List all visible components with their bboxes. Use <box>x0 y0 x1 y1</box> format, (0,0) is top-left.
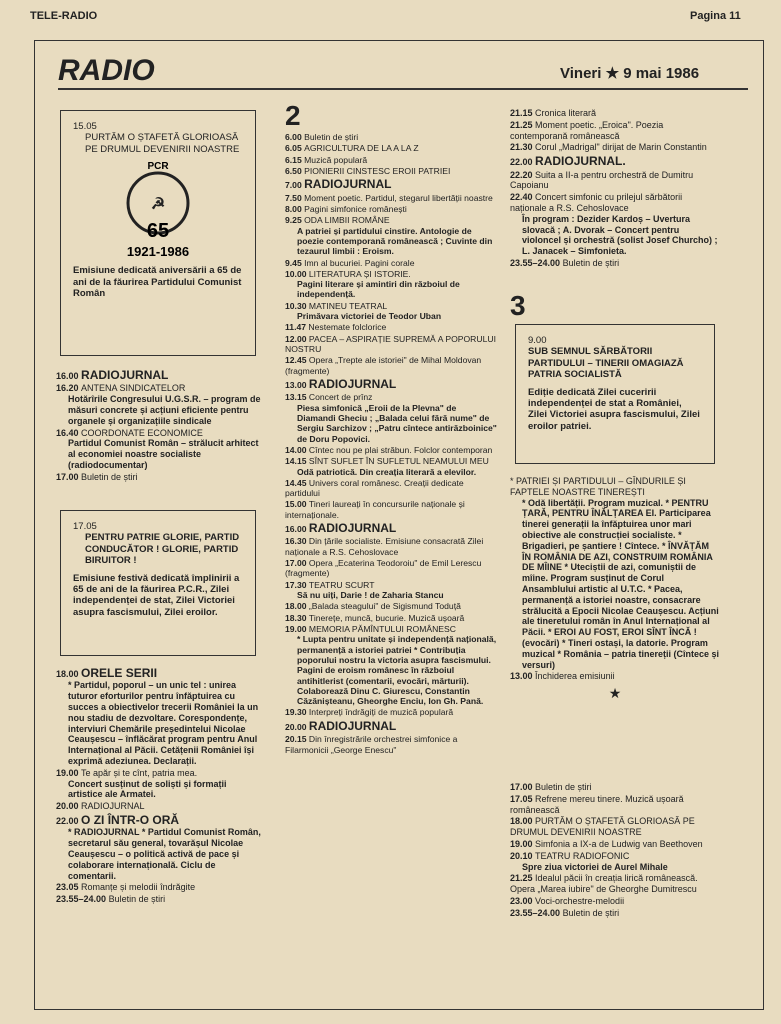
box2-title: PENTRU PATRIE GLORIE, PARTID CONDUCĂTOR ! GLORIE, PARTID BIRUITOR ! <box>85 532 240 567</box>
program-entry <box>285 445 497 455</box>
entry-name: Imn al bucuriei. Pagini corale <box>304 257 415 268</box>
entry-time: 13.00 <box>285 379 309 390</box>
program-entry <box>285 166 497 176</box>
entry-time: 21.30 <box>510 142 536 153</box>
program2-label: 2 <box>285 100 301 131</box>
entry-desc: Să nu uiți, Darie ! de Zaharia Stancu <box>297 590 444 601</box>
entry-name: Din înregistrările orchestrei simfonice a Filarmonicii „George Enescu" <box>285 734 458 755</box>
entry-desc: * Partidul, poporul – un unic tel : unirea tuturor eforturilor pentru înfăptuirea cu succes a obiectivelor trecerii României la un nou stadiu de dezvoltare. Corespondențe, interviuri Chemările președintelui Nicolae Ceaușescu – înflăcărat program pentru Anul Internațional al Păcii. Cetățenii României își exprimă adeziunea. Declarații. <box>68 680 259 766</box>
program-entry <box>285 334 497 355</box>
entry-name: Interpreți îndrăgiți de muzică populară <box>308 707 454 718</box>
program-entry <box>285 601 497 611</box>
program-entry <box>285 392 497 444</box>
entry-name: „Balada steagului" de Sigismund Toduță <box>308 601 461 612</box>
page-number: Pagina 11 <box>690 10 741 22</box>
entry-time: 17.05 <box>510 793 536 804</box>
entry-time: 16.00 <box>56 371 82 381</box>
program-entry <box>510 896 720 907</box>
youth-box <box>515 324 715 464</box>
program-entry <box>285 143 497 153</box>
emblem-number: 65 <box>146 220 170 243</box>
entry-time: 16.00 <box>285 524 309 535</box>
entry-name: Idealul păcii în creația lirică românească. Opera „Marea iubire" de Gheorghe Dumitrescu <box>510 873 698 895</box>
entry-desc: * RADIOJURNAL * Partidul Comunist Român, secretarul său general, tovarășul Nicolae Ceaușescu – o politică activă de pace și colaborare internațională. Ciclu de comentarii. <box>68 827 261 881</box>
entry-name: RADIOJURNAL <box>81 368 169 382</box>
program-entry <box>510 120 720 142</box>
box2-time: 17.05 <box>73 521 97 532</box>
program-entry <box>285 301 497 322</box>
entry-name: TEATRU RADIOFONIC <box>535 850 630 861</box>
entry-name: RADIOJURNAL <box>81 801 145 812</box>
entry-name: RADIOJURNAL <box>308 718 397 733</box>
entry-time: 17.30 <box>285 579 309 590</box>
entry-name: Buletin de știri <box>81 471 138 482</box>
entry-name: Simfonia a IX-a de Ludwig van Beethoven <box>535 838 703 849</box>
col1-list <box>56 368 262 484</box>
program-entry <box>56 894 262 905</box>
box-desc: Emisiune dedicată aniversării a 65 de ani de la făurirea Partidului Comunist Român <box>73 265 242 299</box>
emblem-years: 1921-1986 <box>126 244 190 260</box>
pcr-emblem-icon <box>103 159 213 259</box>
program-entry <box>510 908 720 919</box>
entry-name: Muzică populară <box>304 154 368 165</box>
entry-time: 19.00 <box>285 623 309 634</box>
entry-time: 11.47 <box>285 322 309 333</box>
entry-desc: * Odă libertății. Program muzical. * PENTRU ȚARĂ, PENTRU ÎNĂLȚAREA EI. Participarea tinerei generații la înfăptuirea unor mari obiective ale construcției socialiste. * Brigadieri, pe șantiere ! Cîntece. * ÎNVĂȚĂM ÎN ROMÂNIA DE AZI, CONSTRUIM ROMÂNIA DE MÎINE * Uteciștii de azi, comuniștii de mîine. Program susținut de Corul Ansamblului artistic al U.T.C. * Pacea, permanență a istoriei noastre, consacrare strălucită a Epocii Nicolae Ceaușescu. Acțiuni ale tineretului român în Anul Internațional al Păcii. * EROI AU FOST, EROI SÎNT ÎNCĂ ! (evocări) * Tineri ostași, la datorie. Program muzical * România – patria tinereții (Cîntece și versuri) <box>522 497 720 670</box>
entry-time: 22.20 <box>510 169 536 180</box>
entry-time: 15.00 <box>285 499 309 510</box>
title-rule <box>58 88 748 90</box>
entry-name: O ZI ÎNTR-O ORĂ <box>81 812 180 827</box>
entry-time: 17.00 <box>285 558 309 569</box>
entry-time: 18.30 <box>285 612 309 623</box>
entry-name: Închiderea emisiunii <box>535 671 615 682</box>
program-entry <box>510 671 720 682</box>
program-entry <box>285 734 497 755</box>
entry-name: TEATRU SCURT <box>308 579 375 590</box>
entry-time: 23.05 <box>56 882 82 893</box>
program-entry <box>56 666 262 767</box>
entry-name: RADIOJURNAL <box>308 521 397 536</box>
entry-time: 9.25 <box>285 215 305 226</box>
entry-name: Buletin de știri <box>562 907 620 918</box>
entry-name: Voci-orchestre-melodii <box>535 895 625 906</box>
entry-name: RADIOJURNAL. <box>535 154 626 169</box>
entry-time: 8.00 <box>285 203 305 214</box>
entry-name: Refrene mereu tinere. Muzică ușoară românească <box>510 793 684 815</box>
entry-time: 18.00 <box>285 601 309 612</box>
entry-time: 21.25 <box>510 119 536 130</box>
entry-desc: Partidul Comunist Român – strălucit arhitect al economiei noastre socialiste (radiodocumentar) <box>68 438 259 470</box>
program-entry <box>510 258 720 269</box>
entry-name: Pagini simfonice românești <box>304 203 407 214</box>
date-line: Vineri ★ 9 mai 1986 <box>560 65 700 82</box>
program-entry <box>56 813 262 881</box>
entry-time: 23.55–24.00 <box>510 257 563 268</box>
entry-name: Te apăr și te cînt, patria mea. <box>81 767 198 778</box>
entry-desc: Odă patriotică. Din creația literară a elevilor. <box>297 466 477 477</box>
program-entry <box>285 322 497 332</box>
program-entry <box>285 355 497 376</box>
entry-time: 22.00 <box>510 157 536 168</box>
box2-desc: Emisiune festivă dedicată împlinirii a 65 de ani de la făurirea P.C.R., Zilei independenței de stat, Zilei Victoriei asupra fascismului, Zilei eroilor. <box>73 572 240 618</box>
entry-name: COORDONATE ECONOMICE <box>81 427 203 438</box>
star-divider-icon: ★ <box>608 685 622 702</box>
entry-name: Opera „Trepte ale istoriei" de Mihal Moldovan (fragmente) <box>285 355 482 376</box>
program-entry <box>285 719 497 733</box>
entry-name: Corul „Madrigal" dirijat de Marin Constantin <box>535 142 707 153</box>
entry-time: 23.00 <box>510 895 536 906</box>
program-entry <box>56 801 262 812</box>
entry-time: 21.25 <box>510 873 536 884</box>
entry-time: 12.00 <box>285 333 309 344</box>
entry-name: * PATRIEI ȘI PARTIDULUI – GÎNDURILE ȘI FAPTELE NOASTRE TINEREȘTI <box>510 476 686 497</box>
program-entry <box>285 456 497 477</box>
entry-time: 6.05 <box>285 143 305 154</box>
program-entry <box>285 624 497 707</box>
entry-time: 10.30 <box>285 300 309 311</box>
entry-time: 12.45 <box>285 355 309 366</box>
entry-name: Concert de prînz <box>308 392 373 403</box>
program-entry <box>56 428 262 471</box>
entry-time: 22.40 <box>510 192 536 203</box>
entry-time: 6.15 <box>285 154 305 165</box>
entry-time: 14.00 <box>285 444 309 455</box>
program-entry <box>510 142 720 153</box>
box3-time: 9.00 <box>528 335 547 346</box>
program-entry <box>285 499 497 520</box>
entry-name: Moment poetic. „Eroica". Poezia contemporană românească <box>510 119 664 141</box>
entry-name: Buletin de știri <box>535 782 592 792</box>
entry-time: 16.20 <box>56 383 82 394</box>
entry-time: 18.00 <box>510 816 536 827</box>
program3-label: 3 <box>510 290 526 321</box>
section-header: TELE-RADIO <box>30 10 98 22</box>
entry-desc: A patriei și partidului cinstire. Antologie de poezie contemporană românească ; Cuvinte din tezaurul limbii : Eroism. <box>297 225 493 257</box>
entry-name: PIONIERII CINSTESC EROII PATRIEI <box>304 165 451 176</box>
page-title: RADIO <box>58 54 155 87</box>
program-entry <box>285 177 497 191</box>
emblem-letters: PCR <box>147 161 169 173</box>
entry-time: 17.00 <box>56 471 82 482</box>
entry-time: 19.00 <box>56 767 82 778</box>
program-entry <box>285 132 497 142</box>
entry-time: 18.00 <box>56 669 82 679</box>
entry-time: 20.00 <box>285 721 309 732</box>
entry-name: Cîntec nou pe plai străbun. Folclor contemporan <box>308 444 493 455</box>
col3-list <box>510 108 720 270</box>
box3-title: SUB SEMNUL SĂRBĂTORII PARTIDULUI – TINERII OMAGIAZĂ PATRIA SOCIALISTĂ <box>528 346 684 381</box>
entry-name: Buletin de știri <box>304 132 359 142</box>
entry-time: 9.45 <box>285 257 305 268</box>
program-entry <box>285 269 497 300</box>
col3c-list <box>510 782 720 920</box>
entry-name: Opera „Ecaterina Teodoroiu" de Emil Lerescu (fragmente) <box>285 558 482 579</box>
entry-time: 23.55–24.00 <box>510 907 563 918</box>
program-entry <box>510 873 720 895</box>
program-entry <box>510 782 720 793</box>
entry-time: 6.00 <box>285 132 305 142</box>
program-entry <box>285 707 497 717</box>
program-entry <box>510 108 720 119</box>
entry-name: Buletin de știri <box>108 894 166 905</box>
entry-name: Tineri laureați în concursurile naționale și internaționale. <box>285 499 465 520</box>
entry-name: RADIOJURNAL <box>308 376 397 391</box>
entry-time: 23.55–24.00 <box>56 894 109 905</box>
entry-name: Romanțe și melodii îndrăgite <box>81 882 196 893</box>
entry-time: 17.00 <box>510 782 536 792</box>
entry-name: Din țările socialiste. Emisiune consacrată Zilei naționale a R.S. Cehoslovace <box>285 536 484 557</box>
entry-name: PACEA – ASPIRAȚIE SUPREMĂ A POPORULUI NOSTRU <box>285 333 496 355</box>
entry-name: ORELE SERII <box>81 666 158 680</box>
entry-time: 7.00 <box>285 180 305 191</box>
entry-time: 22.00 <box>56 815 82 826</box>
col3b-list <box>510 476 720 705</box>
entry-name: MEMORIA PĂMÎNTULUI ROMÂNESC <box>308 623 456 634</box>
entry-time: 7.50 <box>285 192 305 203</box>
entry-time: 10.00 <box>285 268 309 279</box>
program-entry <box>56 882 262 893</box>
entry-name: ANTENA SINDICATELOR <box>81 383 186 394</box>
entry-desc: Spre ziua victoriei de Aurel Mihale <box>522 861 668 872</box>
program-entry <box>285 478 497 499</box>
entry-time: 13.15 <box>285 392 309 403</box>
box-title: PURTĂM O ȘTAFETĂ GLORIOASĂ PE DRUMUL DEVENIRII NOASTRE <box>85 132 240 155</box>
entry-name: PURTĂM O ȘTAFETĂ GLORIOASĂ PE DRUMUL DEVENIRII NOASTRE <box>510 816 695 838</box>
program2-list <box>285 132 497 756</box>
program-entry <box>56 768 262 800</box>
entry-name: Concert simfonic cu prilejul sărbătorii naționale a R.S. Cehoslovace <box>510 192 683 213</box>
program-entry <box>510 816 720 838</box>
program-entry <box>510 851 720 873</box>
box3-desc: Ediție dedicată Zilei cuceririi independenței de stat a României, Zilei Victoriei asupra fascismului, Zilei eroilor patriei. <box>528 386 700 432</box>
entry-name: AGRICULTURA DE LA A LA Z <box>304 143 419 154</box>
entry-name: Suita a II-a pentru orchestră de Dumitru Capoianu <box>510 169 694 191</box>
entry-time: 13.00 <box>510 671 536 682</box>
program-entry <box>285 155 497 165</box>
col1b-list <box>56 666 262 906</box>
entry-desc: Primăvara victoriei de Teodor Uban <box>297 311 442 322</box>
entry-name: SÎNT SUFLET ÎN SUFLETUL NEAMULUI MEU <box>308 456 489 467</box>
svg-text:☭: ☭ <box>150 196 166 214</box>
program-entry <box>56 472 262 483</box>
program-entry <box>285 580 497 601</box>
entry-desc: * Lupta pentru unitate și independență națională, permanență a istoriei patriei * Contribuția poporului nostru la victoria asupra fascismului. Pagini de eroism românesc în războiul antihitlerist (comentarii, evocări, mărturii). Colaborează Dinu C. Giurescu, Constantin Căzănișteanu, Gheorghe Enciu, Ion Gh. Pană. <box>297 634 497 707</box>
program-entry <box>285 377 497 391</box>
entry-time: 19.00 <box>510 838 536 849</box>
entry-time: 14.45 <box>285 477 309 488</box>
entry-name: LITERATURA ȘI ISTORIE. <box>308 268 411 279</box>
box-time: 15.05 <box>73 121 97 132</box>
entry-time: 6.50 <box>285 165 305 176</box>
program-entry <box>510 794 720 816</box>
entry-name: ODA LIMBII ROMÂNE <box>304 215 390 226</box>
program-entry <box>285 558 497 579</box>
program-entry <box>510 476 720 670</box>
entry-time: 16.40 <box>56 427 82 438</box>
party-box <box>60 510 256 656</box>
anniversary-box <box>60 110 256 356</box>
entry-name: Nestemate folclorice <box>308 322 387 333</box>
program-entry <box>285 193 497 203</box>
entry-time: 20.10 <box>510 850 536 861</box>
program-entry <box>285 521 497 535</box>
entry-time: 21.15 <box>510 108 536 118</box>
entry-name: Moment poetic. Partidul, stegarul libertății noastre <box>304 192 493 203</box>
entry-time: 20.00 <box>56 801 82 812</box>
entry-desc: Hotărîrile Congresului U.G.S.R. – program de măsuri concrete și acțiuni eficiente pentru organele și organizațiile sindicale <box>68 394 261 426</box>
program-entry <box>285 204 497 214</box>
entry-time: 14.15 <box>285 456 309 467</box>
entry-name: MATINEU TEATRAL <box>308 300 388 311</box>
program-entry <box>56 383 262 426</box>
program-entry <box>285 536 497 557</box>
entry-name: Buletin de știri <box>562 257 620 268</box>
program-entry <box>510 154 720 168</box>
entry-name: RADIOJURNAL <box>304 177 392 192</box>
entry-desc: Piesa simfonică „Eroii de la Plevna" de Diamandi Gheciu ; „Balada celui fără nume" de Sergiu Sarchizov ; „Patru cîntece antirăzboinice" de Doru Popovici. <box>297 402 497 444</box>
entry-desc: Pagini literare și amintiri din războiul de independență. <box>297 279 460 300</box>
entry-desc: Concert susținut de soliști și formații artistice ale Armatei. <box>68 778 227 800</box>
program-entry <box>56 368 262 382</box>
entry-name: Cronica literară <box>535 108 597 118</box>
program-entry <box>285 215 497 256</box>
program-entry <box>510 192 720 257</box>
entry-name: Univers coral românesc. Creații dedicate partidului <box>285 477 464 499</box>
program-entry <box>285 613 497 623</box>
entry-time: 20.15 <box>285 734 309 745</box>
program-entry <box>510 839 720 850</box>
entry-name: Tinerețe, muncă, bucurie. Muzică ușoară <box>308 612 465 623</box>
program-entry <box>510 170 720 192</box>
entry-time: 19.30 <box>285 707 309 718</box>
entry-desc: În program : Dezider Kardoș – Uvertura slovacă ; A. Dvorak – Concert pentru violoncel și orchestră (solist Josef Churcho) ; L. Janacek – Simfonieta. <box>522 213 718 257</box>
program-entry <box>285 258 497 268</box>
entry-time: 16.30 <box>285 536 309 547</box>
